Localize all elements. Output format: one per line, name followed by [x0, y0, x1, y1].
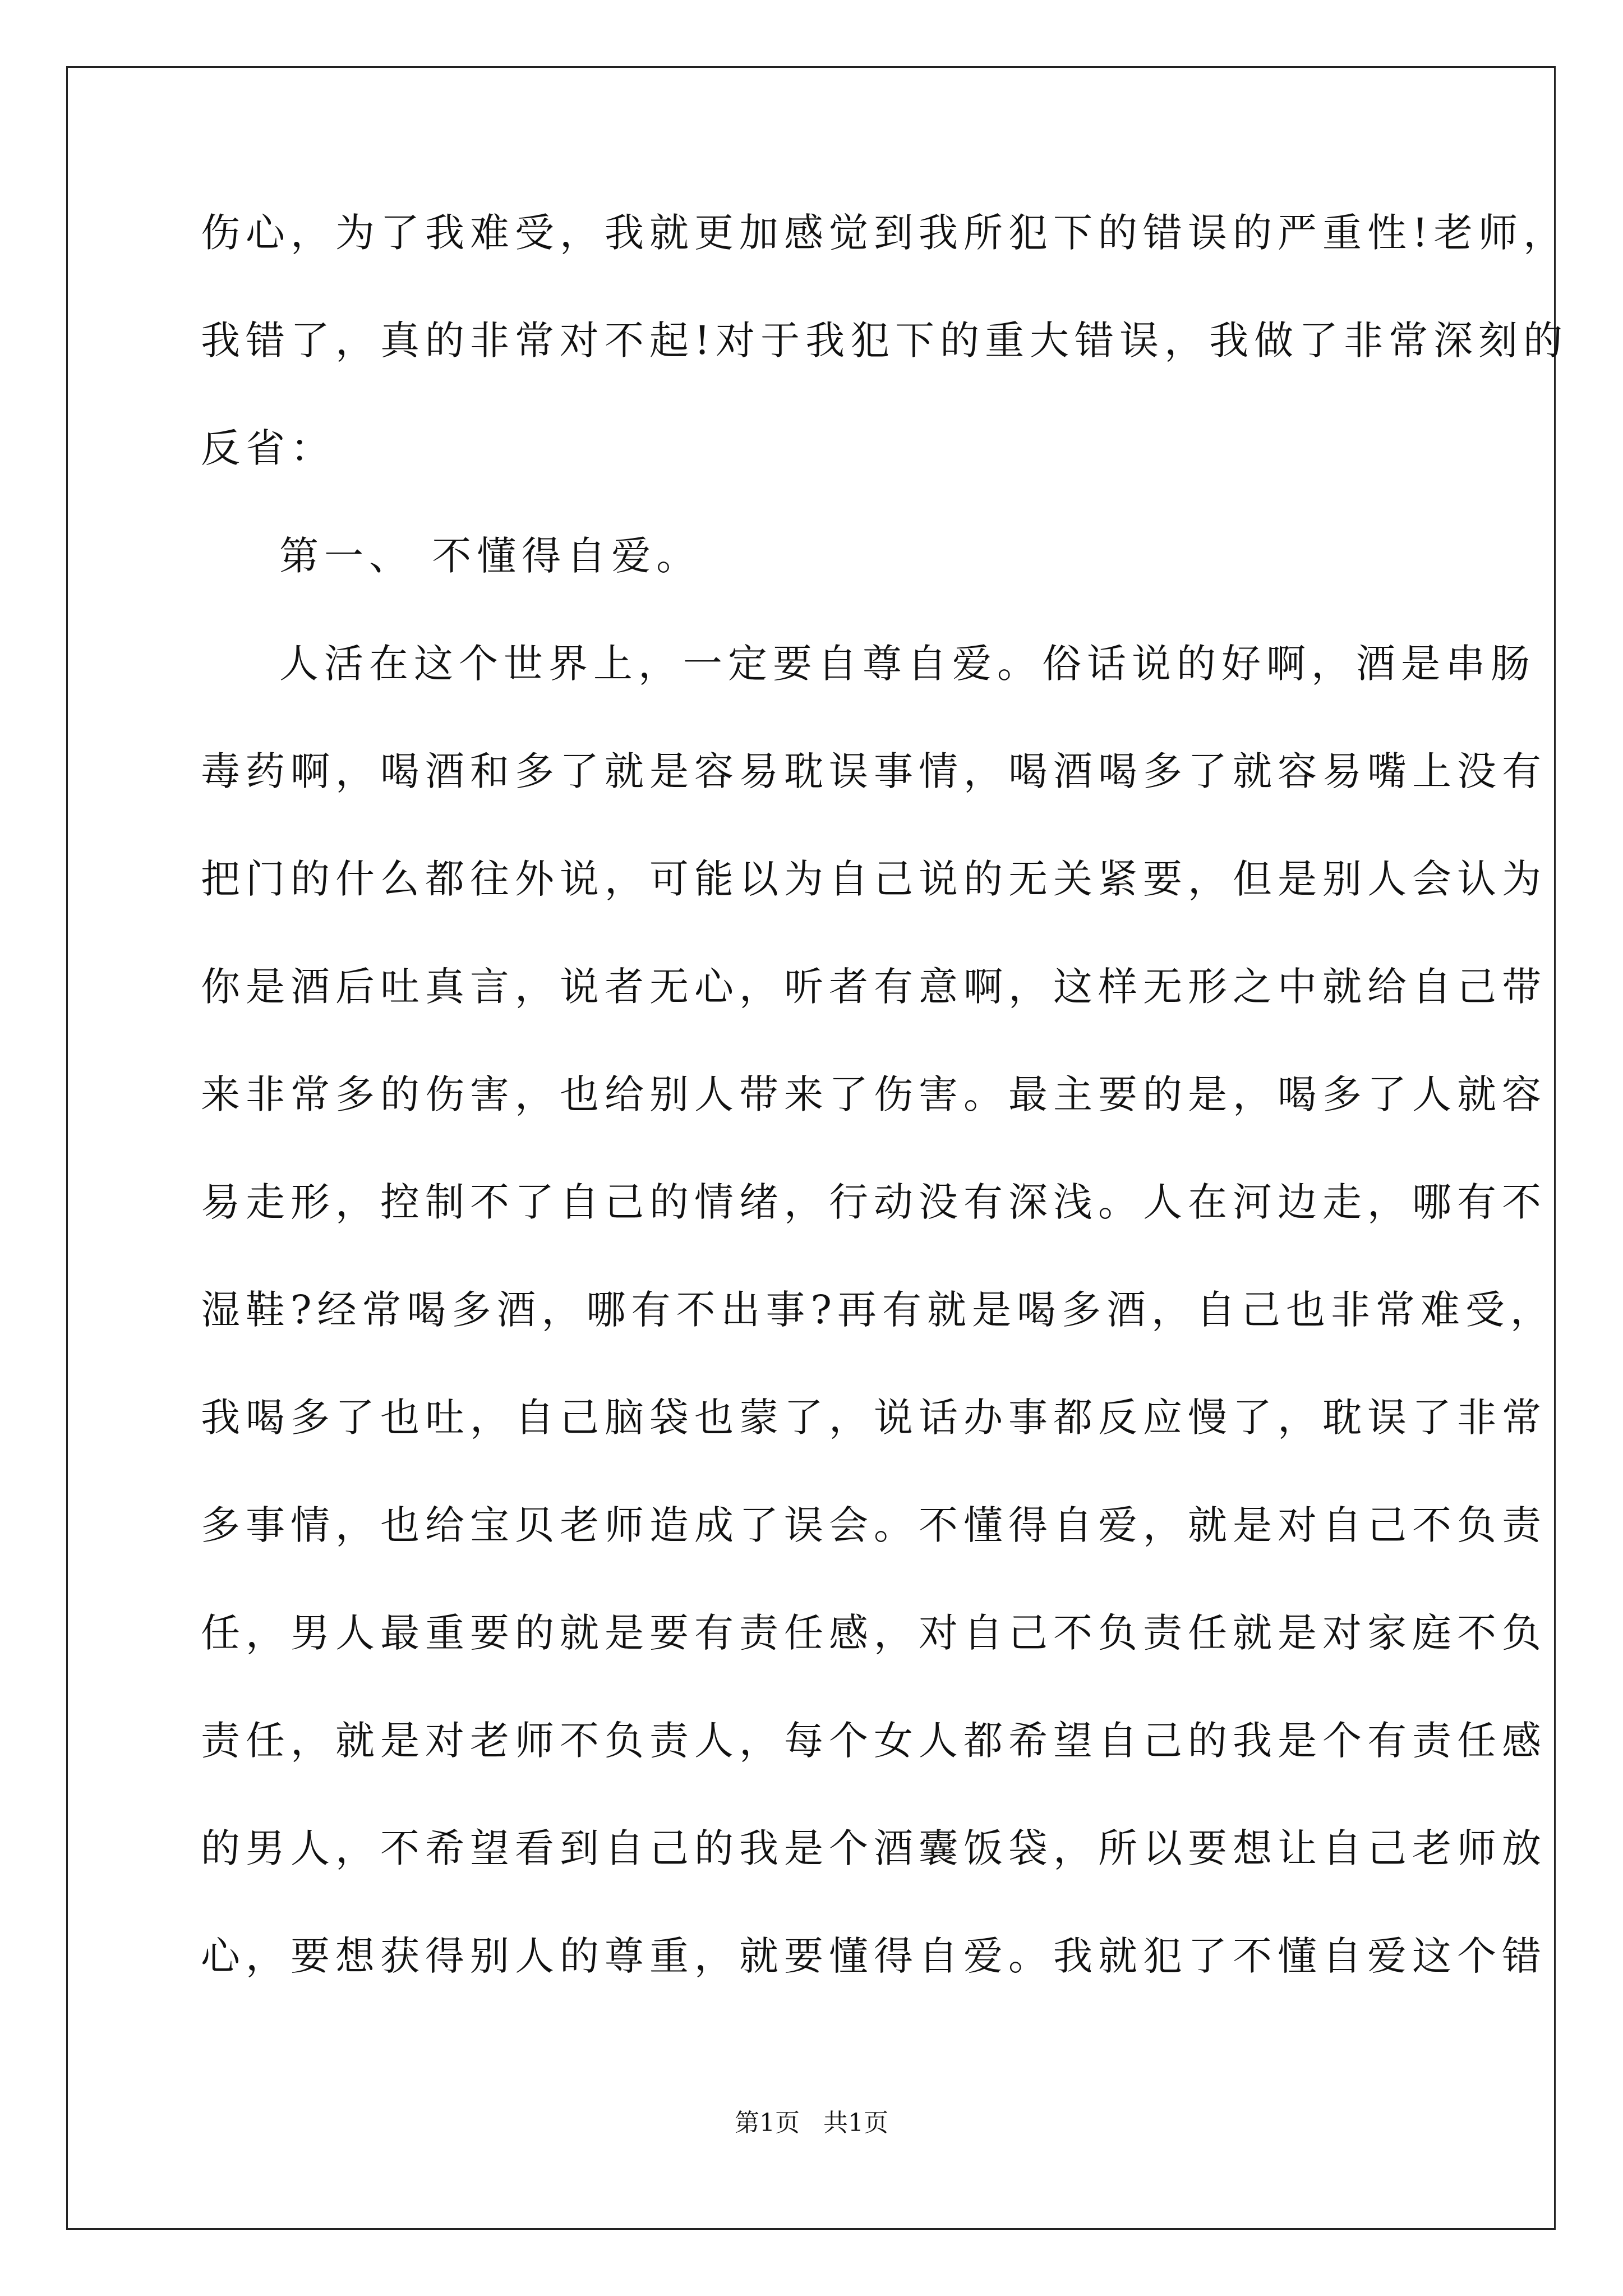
- text-line-3: 反省：: [201, 425, 335, 471]
- section-heading: 第一、 不懂得自爱。: [279, 533, 702, 579]
- text-line-1: 伤心，为了我难受，我就更加感觉到我所犯下的错误的严重性!老师，: [201, 210, 1569, 256]
- text-line-12: 我喝多了也吐，自己脑袋也蒙了，说话办事都反应慢了，耽误了非常: [201, 1395, 1547, 1441]
- text-line-15: 责任，就是对老师不负责人，每个女人都希望自己的我是个有责任感: [201, 1718, 1547, 1764]
- text-line-14: 任，男人最重要的就是要有责任感，对自己不负责任就是对家庭不负: [201, 1610, 1547, 1656]
- text-line-11: 湿鞋?经常喝多酒，哪有不出事?再有就是喝多酒，自己也非常难受，: [201, 1287, 1556, 1333]
- text-line-17: 心，要想获得别人的尊重，就要懂得自爱。我就犯了不懂自爱这个错: [201, 1933, 1547, 1979]
- text-line-16: 的男人，不希望看到自己的我是个酒囊饭袋，所以要想让自己老师放: [201, 1825, 1547, 1871]
- text-line-13: 多事情，也给宝贝老师造成了误会。不懂得自爱，就是对自己不负责: [201, 1502, 1547, 1548]
- text-line-6: 毒药啊，喝酒和多了就是容易耽误事情，喝酒喝多了就容易嘴上没有: [201, 748, 1547, 794]
- text-line-10: 易走形，控制不了自己的情绪，行动没有深浅。人在河边走，哪有不: [201, 1179, 1547, 1225]
- page-footer: 第1页 共1页: [735, 2109, 888, 2137]
- page-border: [66, 66, 1556, 2230]
- text-line-7: 把门的什么都往外说，可能以为自己说的无关紧要，但是别人会认为: [201, 856, 1547, 902]
- text-line-8: 你是酒后吐真言，说者无心，听者有意啊，这样无形之中就给自己带: [201, 964, 1547, 1010]
- text-line-9: 来非常多的伤害，也给别人带来了伤害。最主要的是，喝多了人就容: [201, 1071, 1547, 1117]
- text-line-5: 人活在这个世界上，一定要自尊自爱。俗话说的好啊，酒是串肠: [279, 641, 1536, 687]
- text-line-2: 我错了，真的非常对不起!对于我犯下的重大错误，我做了非常深刻的: [201, 318, 1569, 364]
